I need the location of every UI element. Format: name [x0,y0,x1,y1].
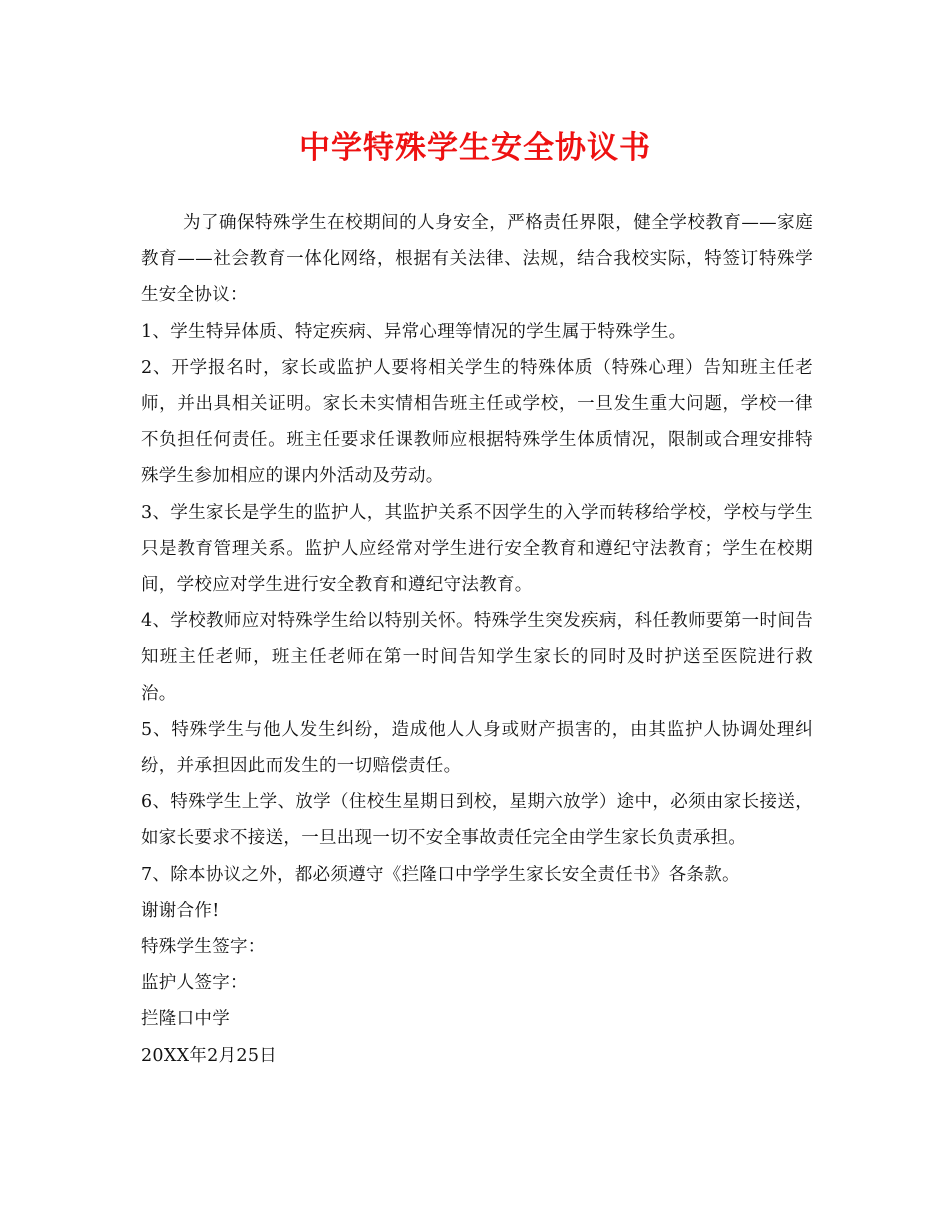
intro-paragraph: 为了确保特殊学生在校期间的人身安全，严格责任界限，健全学校教育——家庭教育——社会教育一体化网络，根据有关法律、法规，结合我校实际，特签订特殊学生安全协议： [141,213,813,306]
agreement-item-7: 7、除本协议之外，都必须遵守《拦隆口中学学生家长安全责任书》各条款。 [141,864,740,885]
document-date: 20XX年2月25日 [141,1045,278,1066]
document-title: 中学特殊学生安全协议书 [299,130,651,166]
agreement-item-1: 1、学生特异体质、特定疾病、异常心理等情况的学生属于特殊学生。 [141,321,687,342]
guardian-signature-line: 监护人签字： [141,973,248,994]
thanks-line: 谢谢合作! [141,900,220,921]
agreement-item-5: 5、特殊学生与他人发生纠纷，造成他人人身或财产损害的，由其监护人协调处理纠纷，并承担因此而发生的一切赔偿责任。 [141,719,813,777]
agreement-item-3: 3、学生家长是学生的监护人，其监护关系不因学生的入学而转移给学校，学校与学生只是教育管理关系。监护人应经常对学生进行安全教育和遵纪守法教育；学生在校期间，学校应对学生进行安全教育和遵纪守法教育。 [141,502,813,596]
agreement-item-4: 4、学校教师应对特殊学生给以特别关怀。特殊学生突发疾病，科任教师要第一时间告知班主任老师，班主任老师在第一时间告知学生家长的同时及时护送至医院进行救治。 [141,611,813,704]
agreement-item-2: 2、开学报名时，家长或监护人要将相关学生的特殊体质（特殊心理）告知班主任老师，并出具相关证明。家长未实情相告班主任或学校，一旦发生重大问题，学校一律不负担任何责任。班主任要求任课教师应根据特殊学生体质情况，限制或合理安排特殊学生参加相应的课内外活动及劳动。 [141,357,813,487]
student-signature-line: 特殊学生签字： [141,937,266,958]
agreement-item-6: 6、特殊学生上学、放学（住校生星期日到校，星期六放学）途中，必须由家长接送，如家长要求不接送，一旦出现一切不安全事故责任完全由学生家长负责承担。 [141,792,813,849]
document-body [141,205,813,1074]
school-name: 拦隆口中学 [141,1009,230,1030]
